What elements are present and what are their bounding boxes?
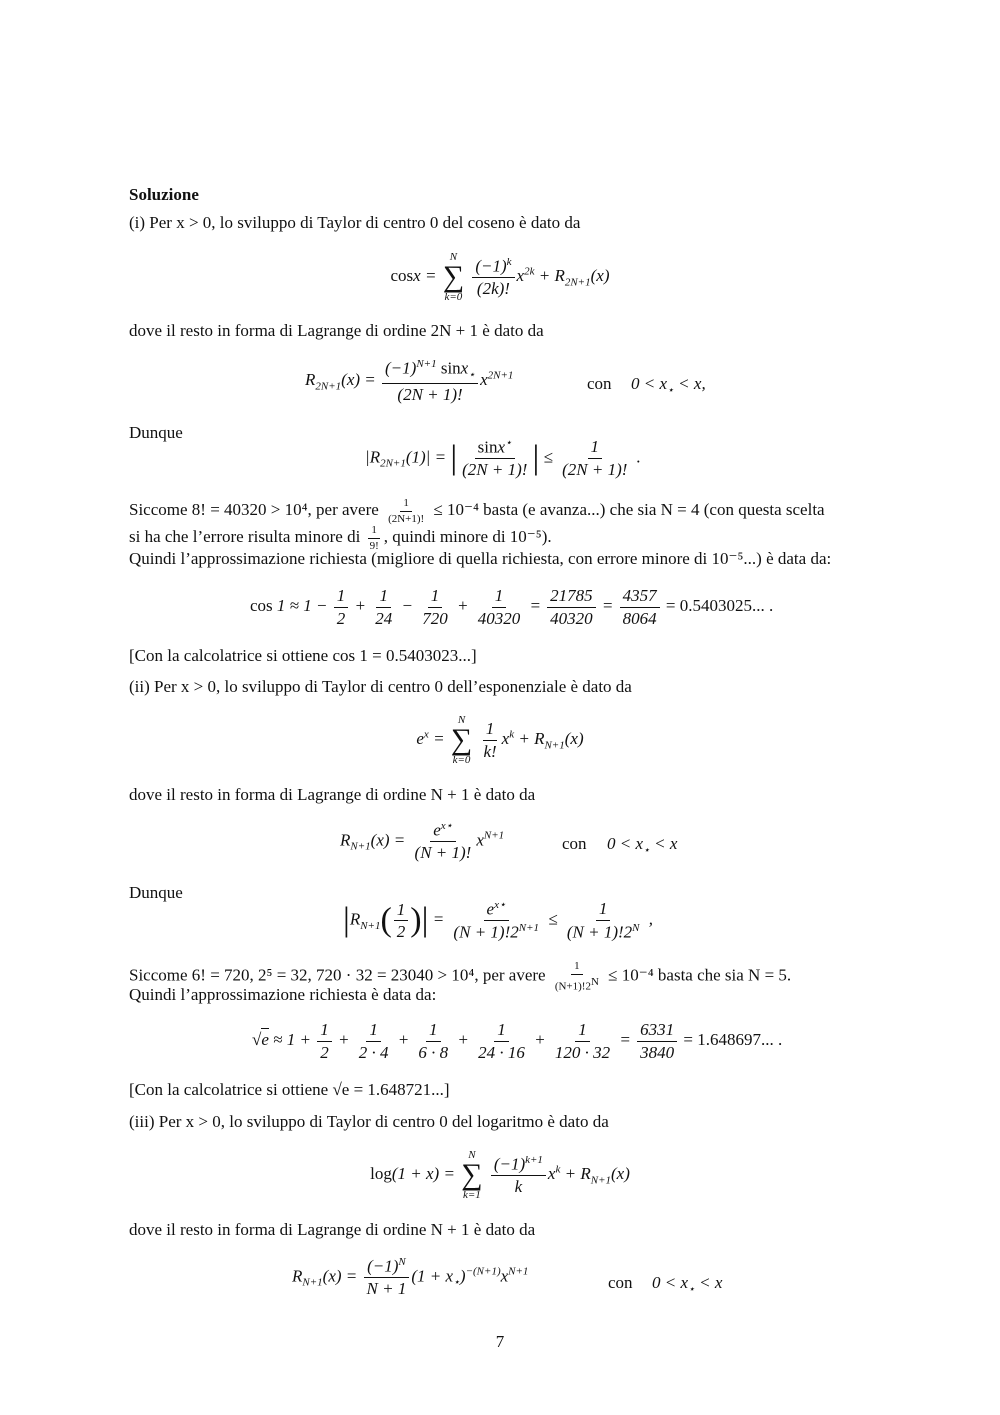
section-heading: Soluzione	[129, 185, 199, 204]
text-siccome-a: Siccome 8! = 40320 > 10⁴, per avere	[129, 500, 379, 520]
paragraph-exp-remainder-intro: dove il resto in forma di Lagrange di ordine N + 1 è dato da	[129, 785, 536, 804]
equation-exp-series: $e^x$ = N ∑ k=0 $\frac{1}{k!}$ $x^k + R_{N+1}(x)$	[416, 714, 584, 766]
equation-con-label: con	[587, 374, 612, 393]
paragraph-siccome-cos: Siccome 8! = 40320 > 10⁴, per avere $\frac{1}{(2N+1)!}$ ≤ 10⁻⁴ basta (e avanza...) che sia N = 4 (con questa scelta	[129, 497, 825, 525]
paragraph-lagrange-remainder: dove il resto in forma di Lagrange di ordine 2N + 1 è dato da	[129, 321, 544, 340]
equation-exp-con-label: con	[562, 834, 587, 853]
paragraph-dunque: Dunque	[129, 423, 183, 442]
page-number: 7	[495, 1332, 505, 1351]
equation-exp-bound: $|R_{N+1}$( $\frac{1}{2}$ )| = $\frac{e^{x⋆}}{(N + 1)!2^{N+1}}$ ≤ $\frac{1}{(N + 1)!2^N}$ ,	[343, 899, 653, 942]
paragraph-log-remainder-intro: dove il resto in forma di Lagrange di ordine N + 1 è dato da	[129, 1220, 536, 1239]
paragraph-errore-minore: si ha che l’errore risulta minore di $\frac{1}{9!}$ , quindi minore di 10⁻⁵).	[129, 524, 552, 552]
equation-exp-range: $0 < x_⋆ < x$	[607, 834, 678, 857]
text-siccome-exp-b: ≤ 10⁻⁴ basta che sia N = 5.	[608, 965, 792, 985]
paragraph-log-intro: (iii) Per x > 0, lo sviluppo di Taylor di centro 0 del logaritmo è dato da	[129, 1112, 609, 1131]
equation-exp-remainder: $R_{N+1}(x)$ = $\frac{e^{x⋆}}{(N + 1)!}$ $x^{N+1}$	[340, 820, 505, 863]
paragraph-exp-intro: (ii) Per x > 0, lo sviluppo di Taylor di centro 0 dell’esponenziale è dato da	[129, 677, 632, 696]
text-cos-result: = 0.5403025... .	[665, 595, 774, 615]
paragraph-approssimazione-cos: Quindi l’approssimazione richiesta (migliore di quella richiesta, con errore minore di 10⁻⁵...) è data da:	[129, 549, 832, 568]
equation-cos-range: $0 < x_⋆ < x$,	[631, 374, 706, 397]
text-errore-a: si ha che l’errore risulta minore di	[129, 527, 361, 547]
equation-sqrt-e-approx: √e ≈ 1 + $\frac{1}{2}$ + $\frac{1}{2 \cdot 4}$ + $\frac{1}{6 \cdot 8}$ + $\frac{1}{24 \cdot 16}$ + $\frac{1}{120 \cdot 32}$ = $\frac{6331}{3840}$ = 1.648697... .	[252, 1020, 783, 1062]
equation-cos1-approx: cos 1 ≈ 1 − $\frac{1}{2}$ + $\frac{1}{24}$ − $\frac{1}{720}$ + $\frac{1}{40320}$ = $\frac{21785}{40320}$ = $\frac{4357}{8064}$ = 0.5403025... .	[250, 586, 774, 628]
paragraph-calc-exp: [Con la calcolatrice si ottiene √e = 1.648721...]	[129, 1080, 450, 1099]
equation-cos-series: cosx = N ∑ k=0 $\frac{(-1)^k}{(2k)!}$ $x^{2k} + R_{2N+1}(x)$	[390, 251, 610, 303]
text-errore-b: , quindi minore di 10⁻⁵).	[383, 527, 552, 547]
equation-log-range: $0 < x_⋆ < x$	[652, 1273, 723, 1296]
paragraph-approssimazione-exp: Quindi l’approssimazione richiesta è data da:	[129, 985, 437, 1004]
paragraph-cos-intro: (i) Per x > 0, lo sviluppo di Taylor di centro 0 del coseno è dato da	[129, 213, 581, 232]
paragraph-calc-cos: [Con la calcolatrice si ottiene cos 1 = 0.5403023...]	[129, 646, 477, 665]
text-siccome-exp-a: Siccome 6! = 720, 2⁵ = 32, 720 · 32 = 23040 > 10⁴, per avere	[129, 965, 546, 985]
equation-cos-remainder: $R_{2N+1}(x)$ = $\frac{(-1)^{N+1} \sin x_⋆}{(2N + 1)!}$ $x^{2N+1}$	[305, 358, 514, 404]
text-siccome-b: ≤ 10⁻⁴ basta (e avanza...) che sia N = 4 (con questa scelta	[433, 500, 825, 520]
equation-cos-bound: $|R_{2N+1}(1)|$ = | $\frac{\sin x^⋆}{(2N + 1)!}$ | ≤ $\frac{1}{(2N + 1)!}$ .	[365, 437, 641, 480]
paragraph-dunque-2: Dunque	[129, 883, 183, 902]
text-exp-result: = 1.648697... .	[683, 1029, 783, 1049]
paragraph-siccome-exp: Siccome 6! = 720, 2⁵ = 32, 720 · 32 = 23040 > 10⁴, per avere $\frac{1}{(N+1)!2^N}$ ≤ 10⁻⁴ basta che sia N = 5.	[129, 960, 792, 993]
equation-log-remainder: $R_{N+1}(x)$ = $\frac{(-1)^N}{N + 1}$ $(1 + x_⋆)^{-(N+1)}x^{N+1}$	[292, 1256, 529, 1299]
equation-log-con-label: con	[608, 1273, 633, 1292]
equation-log-series: log(1 + x) = N ∑ k=1 $\frac{(-1)^{k+1}}{k}$ $x^k + R_{N+1}(x)$	[370, 1149, 630, 1201]
